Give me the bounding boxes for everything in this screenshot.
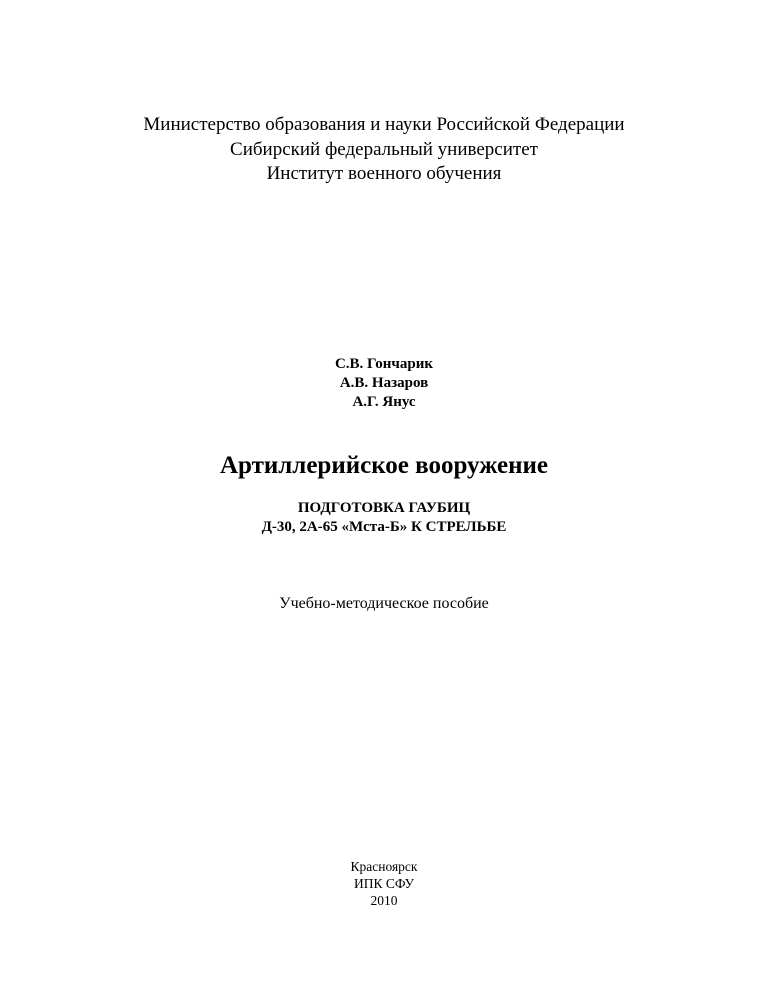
- subtitle-line-1: ПОДГОТОВКА ГАУБИЦ: [297, 500, 471, 516]
- institute-name: Институт военного обучения: [266, 163, 502, 184]
- document-type: Учебно-методическое пособие: [279, 595, 489, 612]
- document-title: Артиллерийское вооружение: [219, 452, 549, 479]
- author-2: А.В. Назаров: [339, 375, 429, 391]
- author-3: А.Г. Янус: [352, 394, 416, 410]
- imprint-publisher: ИПК СФУ: [353, 876, 415, 891]
- university-name: Сибирский федеральный университет: [230, 139, 538, 160]
- ministry-name: Министерство образования и науки Российской Федерации: [143, 114, 625, 135]
- author-1: С.В. Гончарик: [334, 356, 434, 372]
- imprint-year: 2010: [370, 893, 398, 908]
- subtitle-line-2: Д-30, 2А-65 «Мста-Б» К СТРЕЛЬБЕ: [261, 519, 507, 535]
- imprint-city: Красноярск: [350, 859, 418, 874]
